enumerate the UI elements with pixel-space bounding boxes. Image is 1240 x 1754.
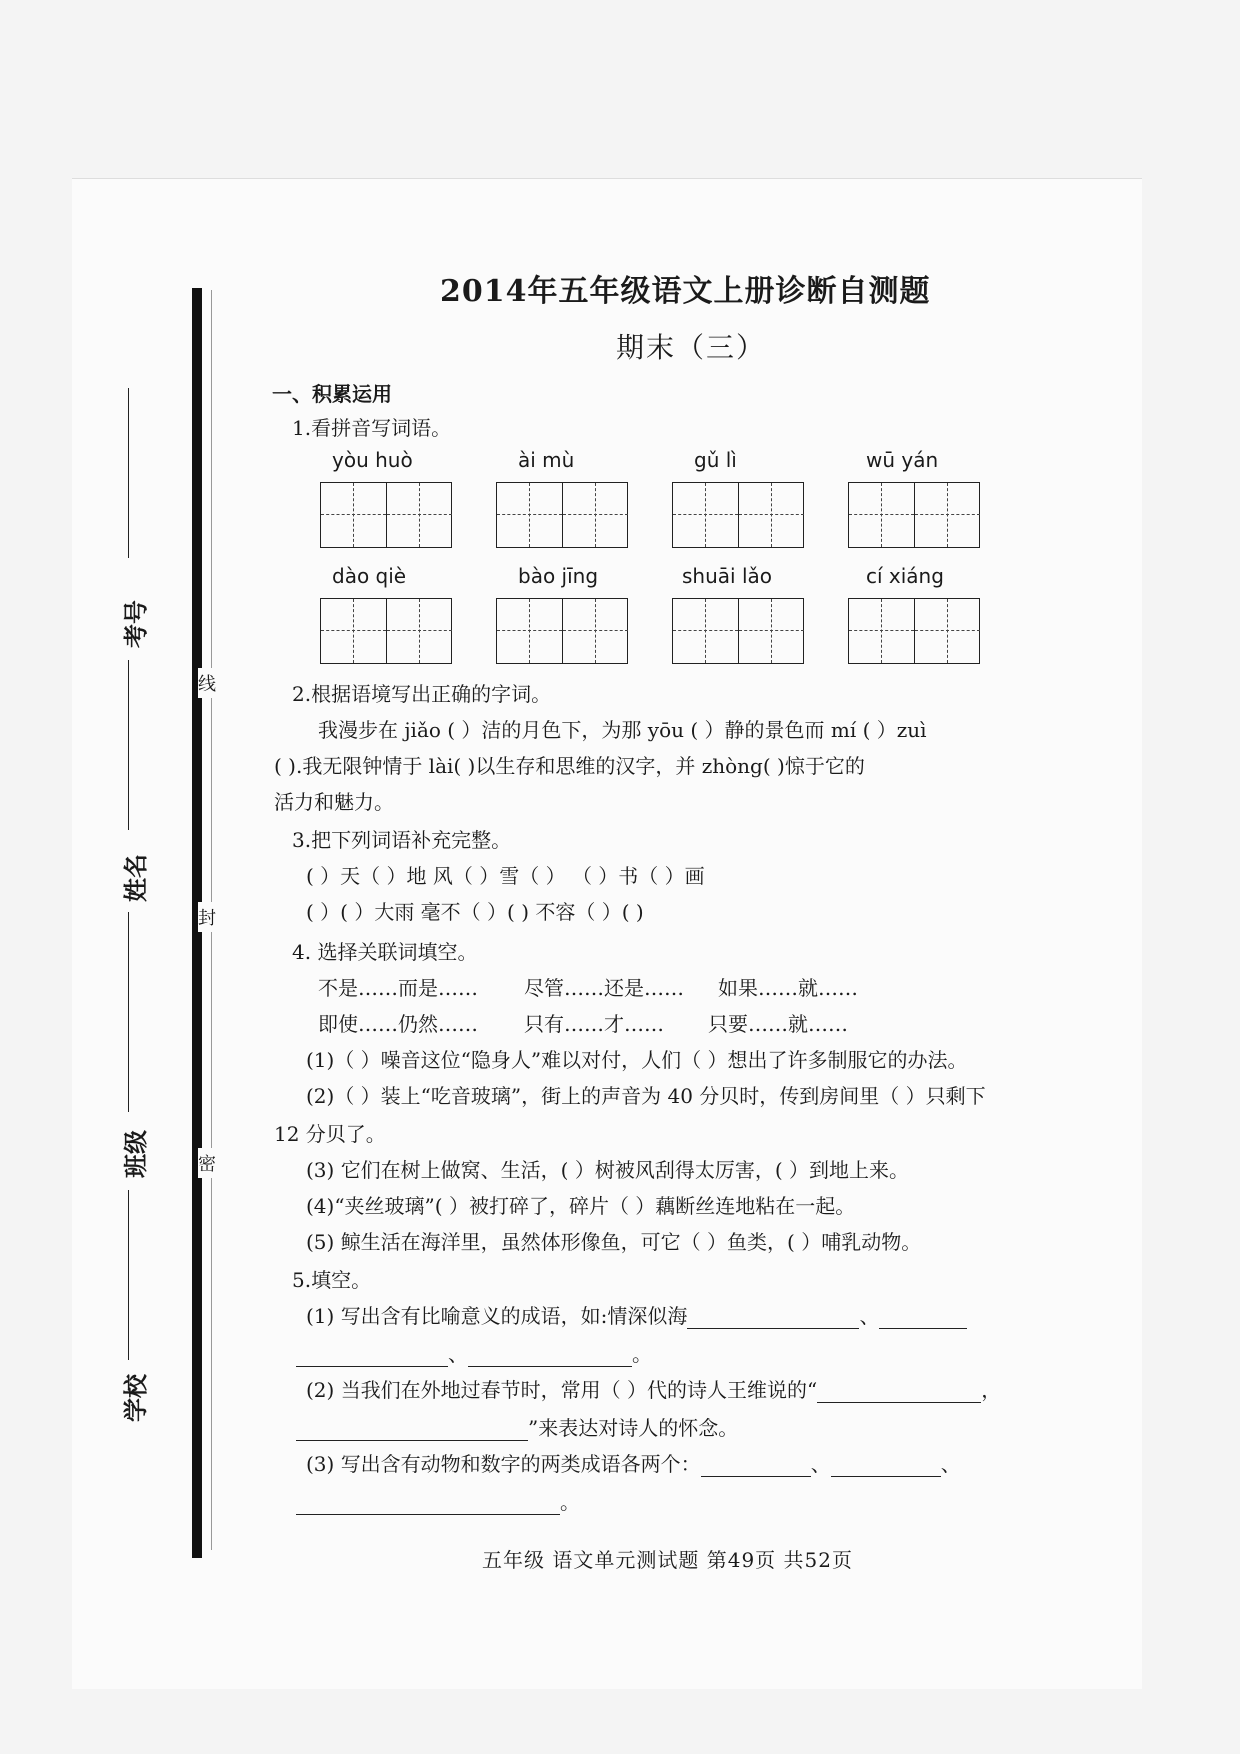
conjunction-option: 只有……才…… xyxy=(524,1012,664,1036)
page-subtitle: 期末（三） xyxy=(616,331,767,364)
conjunction-option: 不是……而是…… xyxy=(318,976,478,1000)
seal-feng: 封 xyxy=(198,902,216,932)
q2-label: 2.根据语境写出正确的字词。 xyxy=(292,682,552,706)
name-label: 姓名 xyxy=(121,854,150,902)
q5-item2-cont xyxy=(296,1412,738,1441)
q2-line: ( ).我无限钟情于 lài( )以生存和思维的汉字，并 zhòng( )惊于它的 xyxy=(274,754,865,778)
conjunction-option: 即使……仍然…… xyxy=(318,1012,478,1036)
conjunction-option: 如果……就…… xyxy=(718,976,858,1000)
writing-grid[interactable] xyxy=(672,598,804,664)
class-label: 班级 xyxy=(121,1130,150,1178)
q4-item: 12 分贝了。 xyxy=(274,1122,386,1146)
answer-blank[interactable] xyxy=(296,1348,448,1367)
class-line xyxy=(128,912,129,1112)
q4-item: (5) 鲸生活在海洋里，虽然体形像鱼，可它（ ）鱼类，( ）哺乳动物。 xyxy=(306,1230,922,1254)
pinyin: wū yán xyxy=(866,448,939,472)
school-line xyxy=(128,1190,129,1360)
answer-blank[interactable] xyxy=(296,1422,528,1441)
q5-item2-text: (2) 当我们在外地过春节时，常用（ ）代的诗人王维说的“ xyxy=(306,1378,818,1402)
writing-grid[interactable] xyxy=(320,482,452,548)
page-title: 2014年五年级语文上册诊断自测题 xyxy=(440,274,931,309)
q4-item: (1)（ ）噪音这位“隐身人”难以对付，人们（ ）想出了许多制服它的办法。 xyxy=(306,1048,968,1072)
q5-item3-cont: 。 xyxy=(296,1486,580,1515)
q5-label: 5.填空。 xyxy=(292,1268,372,1292)
q5-item2: (2) 当我们在外地过春节时，常用（ ）代的诗人王维说的“ ， xyxy=(306,1378,1002,1402)
school-label: 学校 xyxy=(121,1374,150,1422)
pinyin: cí xiáng xyxy=(866,564,944,588)
writing-grid[interactable] xyxy=(496,482,628,548)
answer-blank[interactable] xyxy=(468,1348,632,1367)
q4-item: (3) 它们在树上做窝、生活，( ）树被风刮得太厉害，( ）到地上来。 xyxy=(306,1158,910,1182)
conjunction-option: 只要……就…… xyxy=(708,1012,848,1036)
writing-grid[interactable] xyxy=(848,482,980,548)
pinyin: bào jīng xyxy=(518,564,599,588)
pinyin: shuāi lǎo xyxy=(682,564,772,588)
q4-item: (4)“夹丝玻璃”( ）被打碎了，碎片（ ）藕断丝连地粘在一起。 xyxy=(306,1194,856,1218)
answer-blank[interactable] xyxy=(879,1310,967,1329)
writing-grid[interactable] xyxy=(496,598,628,664)
q4-item: (2)（ ）装上“吃音玻璃”，街上的声音为 40 分贝时，传到房间里（ ）只剩下 xyxy=(306,1084,986,1108)
q5-item1-cont: 、 。 xyxy=(296,1338,652,1367)
q5-item3: (3) 写出含有动物和数字的两类成语各两个： 、 、 xyxy=(306,1452,961,1476)
pinyin: yòu huò xyxy=(332,448,413,472)
q1-label: 1.看拼音写词语。 xyxy=(292,416,452,440)
exam-number-label: 考号 xyxy=(121,600,150,648)
pinyin: dào qiè xyxy=(332,564,407,588)
answer-blank[interactable] xyxy=(701,1458,811,1477)
q5-item3-text: (3) 写出含有动物和数字的两类成语各两个： xyxy=(306,1452,701,1476)
q4-label: 4. 选择关联词填空。 xyxy=(292,940,478,964)
section-heading: 一、积累运用 xyxy=(272,382,392,406)
q3-line: ( ）天（ ）地 风（ ）雪（ ） （ ）书（ ）画 xyxy=(306,864,705,888)
q5-item1-text: (1) 写出含有比喻意义的成语，如:情深似海 xyxy=(306,1304,688,1328)
writing-grid[interactable] xyxy=(848,598,980,664)
seal-mi: 密 xyxy=(198,1148,216,1178)
q2-line: 活力和魅力。 xyxy=(274,790,394,814)
seal-xian: 线 xyxy=(198,668,216,698)
answer-blank[interactable] xyxy=(687,1310,859,1329)
pinyin: gǔ lì xyxy=(694,448,737,472)
writing-grid[interactable] xyxy=(672,482,804,548)
answer-blank[interactable] xyxy=(296,1496,560,1515)
name-line xyxy=(128,660,129,830)
q5-item2-end: ”来表达对诗人的怀念。 xyxy=(528,1416,739,1440)
answer-blank[interactable] xyxy=(817,1384,981,1403)
q2-line: 我漫步在 jiǎo ( ）洁的月色下，为那 yōu ( ）静的景色而 mí ( ）zuì xyxy=(318,718,927,742)
q3-line: ( ）( ）大雨 毫不（ ）( ) 不容（ ）( ) xyxy=(306,900,644,924)
answer-blank[interactable] xyxy=(831,1458,941,1477)
pinyin: ài mù xyxy=(518,448,575,472)
q3-label: 3.把下列词语补充完整。 xyxy=(292,828,512,852)
writing-grid[interactable] xyxy=(320,598,452,664)
conjunction-option: 尽管……还是…… xyxy=(524,976,684,1000)
exam-number-line xyxy=(128,388,129,558)
q5-item1: (1) 写出含有比喻意义的成语，如:情深似海 、 xyxy=(306,1300,967,1329)
page-footer: 五年级 语文单元测试题 第49页 共52页 xyxy=(482,1548,853,1572)
